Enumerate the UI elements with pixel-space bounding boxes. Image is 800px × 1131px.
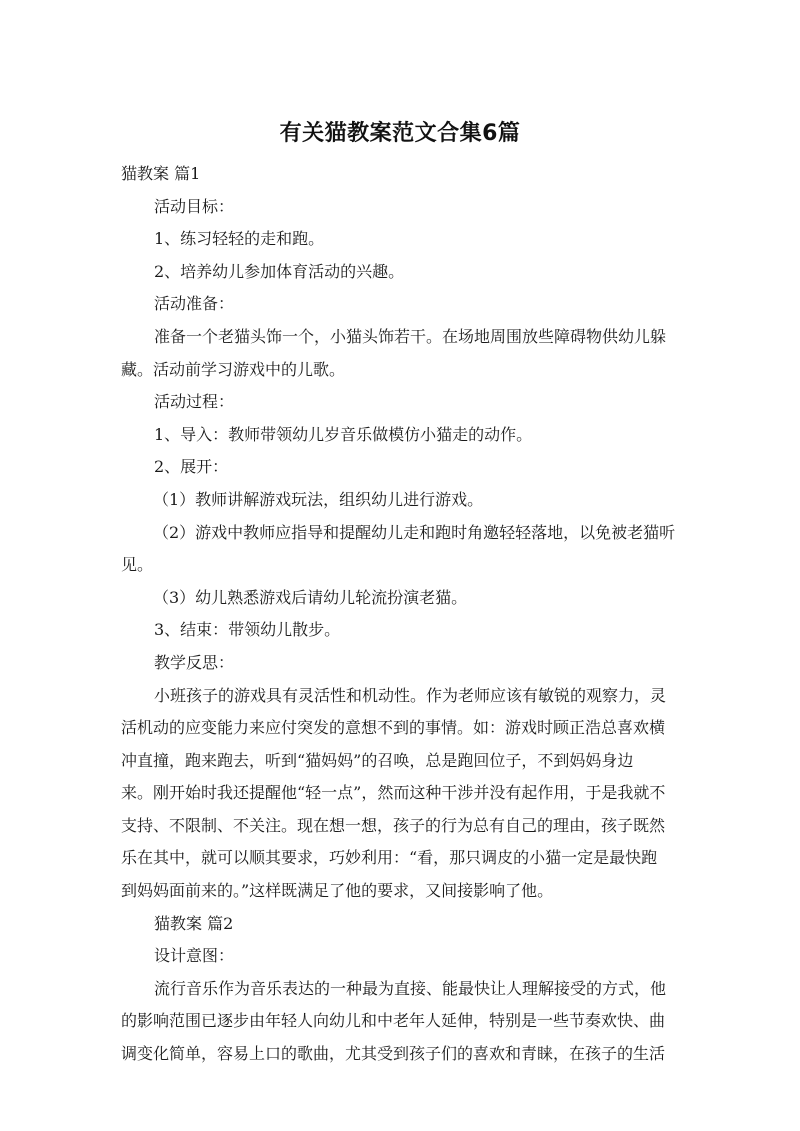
text-line: 设计意图： xyxy=(154,946,235,966)
text-line: 2、展开： xyxy=(154,457,229,477)
text-line: 调变化简单，容易上口的歌曲，尤其受到孩子们的喜欢和青睐，在孩子的生活 xyxy=(121,1044,666,1064)
text-line: 支持、不限制、不关注。现在想一想，孩子的行为总有自己的理由，孩子既然 xyxy=(121,815,666,835)
text-line: 来。刚开始时我还提醒他“轻一点”，然而这种干涉并没有起作用，于是我就不 xyxy=(121,783,666,803)
document-title: 有关猫教案范文合集6篇 xyxy=(279,121,521,146)
text-line: 小班孩子的游戏具有灵活性和机动性。作为老师应该有敏锐的观察力，灵 xyxy=(154,685,667,705)
text-line: 的影响范围已逐步由年轻人向幼儿和中老年人延伸，特别是一些节奏欢快、曲 xyxy=(121,1011,666,1031)
text-line: 准备一个老猫头饰一个，小猫头饰若干。在场地周围放些障碍物供幼儿躲 xyxy=(154,326,667,346)
text-line: 猫教案 篇1 xyxy=(121,164,201,183)
text-line: 教学反思： xyxy=(154,652,235,672)
text-line: 活动准备： xyxy=(154,294,235,314)
text-line: （3）幼儿熟悉游戏后请幼儿轮流扮演老猫。 xyxy=(153,587,468,607)
text-line: 见。 xyxy=(121,555,154,575)
text-line: 藏。活动前学习游戏中的儿歌。 xyxy=(121,359,346,379)
text-line: 1、导入：教师带领幼儿岁音乐做模仿小猫走的动作。 xyxy=(154,424,533,444)
text-line: 活动过程： xyxy=(154,392,235,412)
text-line: 猫教案 篇2 xyxy=(154,913,234,933)
text-line: 冲直撞，跑来跑去，听到“猫妈妈”的召唤，总是跑回位子，不到妈妈身边 xyxy=(121,750,634,770)
text-line: 活机动的应变能力来应付突发的意想不到的事情。如：游戏时顾正浩总喜欢横 xyxy=(121,718,666,738)
text-line: 1、练习轻轻的走和跑。 xyxy=(154,229,325,249)
text-line: 乐在其中，就可以顺其要求，巧妙利用：“看，那只调皮的小猫一定是最快跑 xyxy=(121,848,658,868)
text-line: （2）游戏中教师应指导和提醒幼儿走和跑时角邀轻轻落地，以免被老猫听 xyxy=(153,522,676,542)
text-line: 活动目标： xyxy=(154,196,235,216)
document-body xyxy=(121,158,681,1071)
text-line: 流行音乐作为音乐表达的一种最为直接、能最快让人理解接受的方式，他 xyxy=(154,978,667,998)
text-line: 到妈妈面前来的。”这样既满足了他的要求，又间接影响了他。 xyxy=(121,881,554,901)
text-line: （1）教师讲解游戏玩法，组织幼儿进行游戏。 xyxy=(153,489,484,509)
text-line: 2、培养幼儿参加体育活动的兴趣。 xyxy=(154,261,405,281)
text-line: 3、结束：带领幼儿散步。 xyxy=(154,620,341,640)
